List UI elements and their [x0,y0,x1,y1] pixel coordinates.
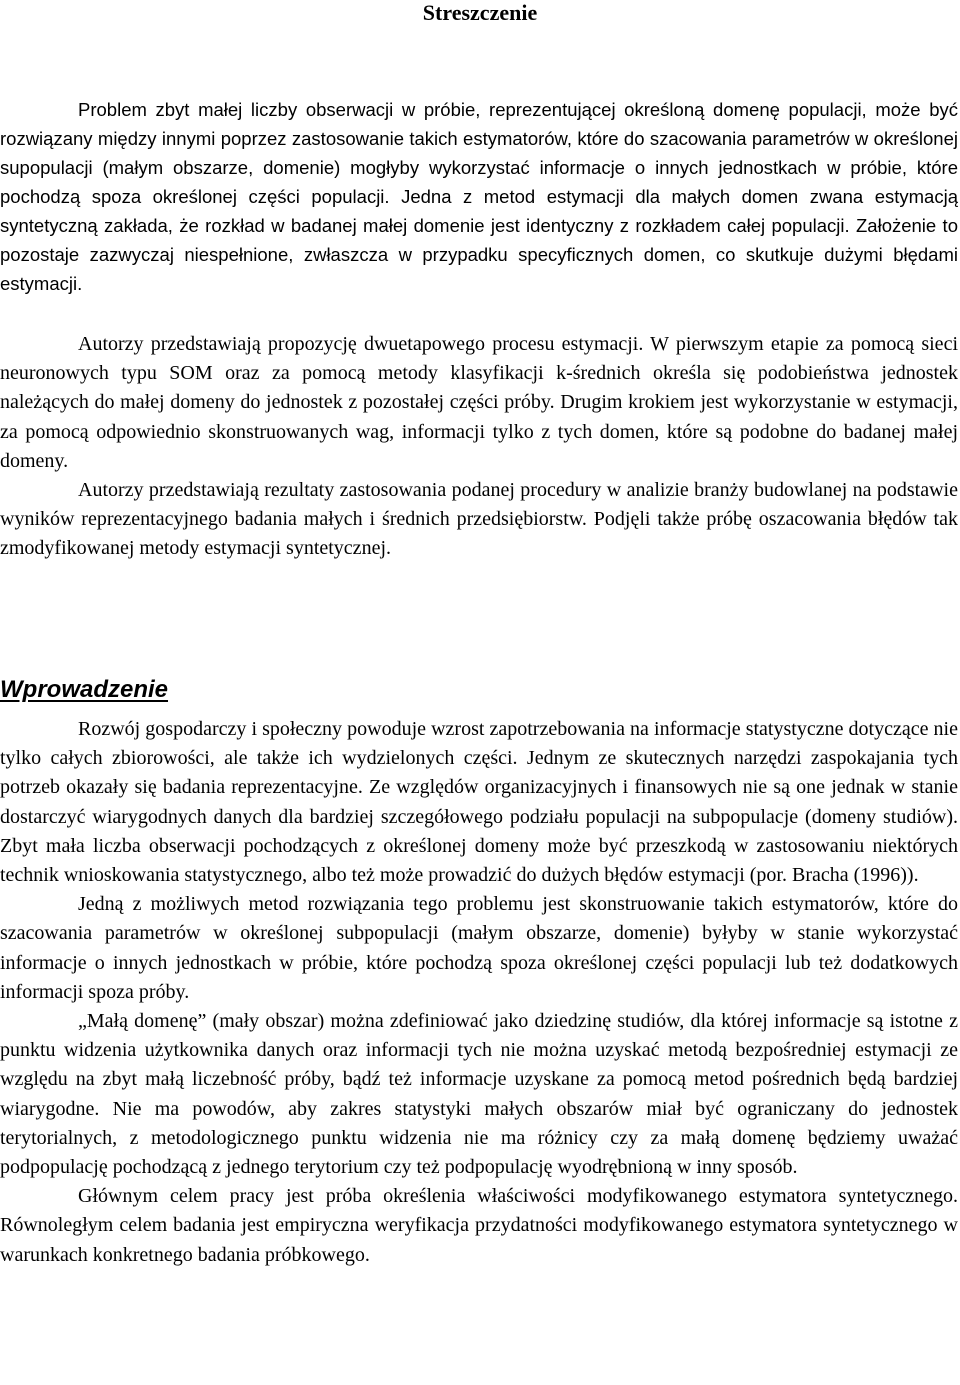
abstract-paragraph: Problem zbyt małej liczby obserwacji w próbie, reprezentującej określoną domenę populacji, może być rozwiązany między innymi poprzez zastosowanie takich estymatorów, które do szacowania parametrów w określonej supopulacji (małym obszarze, domenie) mogłyby wykorzystać informacje o innych jednostkach w próbie, które pochodzą spoza określonej części populacji. Jedna z metod estymacji dla małych domen zwana estymacją syntetyczną zakłada, że rozkład w badanej małej domenie jest identyczny z rozkładem całej populacji. Założenie to pozostaje zazwyczaj niespełnione, zwłaszcza w przypadku specyficznych domen, co skutkuje dużymi błędami estymacji. [0,99,958,294]
body-paragraph: Jedną z możliwych metod rozwiązania tego problemu jest skonstruowanie takich estymatorów, które do szacowania parametrów w określonej subpopulacji (małym obszarze, domenie) byłyby w stanie wykorzystać informacje o innych jednostkach w próbie, które pochodzą spoza określonej części populacji lub też dodatkowych informacji spoza próby. [0,893,958,1003]
body-paragraph: Głównym celem pracy jest próba określenia właściwości modyfikowanego estymatora syntetycznego. Równoległym celem badania jest empiryczna weryfikacja przydatności modyfikowanego estymatora syntetycznego w warunkach konkretnego badania próbkowego. [0,1185,958,1266]
body-paragraph: Rozwój gospodarczy i społeczny powoduje wzrost zapotrzebowania na informacje statystyczne dotyczące nie tylko całych zbiorowości, ale także ich wydzielonych części. Jednym ze skutecznych narzędzi zaspokajania tych potrzeb okazały się badania reprezentacyjne. Ze względów organizacyjnych i finansowych nie są one jednak w stanie dostarczyć wiarygodnych danych dla bardziej szczegółowego podziału populacji na subpopulacje (domeny studiów). Zbyt mała liczba obserwacji pochodzących z określonej domeny może być przeszkodą w zastosowaniu niektórych technik wnioskowania statystycznego, albo też może prowadzić do dużych błędów estymacji (por. Bracha (1996)). [0,718,958,887]
abstract-paragraph: Autorzy przedstawiają rezultaty zastosowania podanej procedury w analizie branży budowlanej na podstawie wyników reprezentacyjnego badania małych i średnich przedsiębiorstw. Podjęli także próbę oszacowania błędów tak zmodyfikowanej metody estymacji syntetycznej. [0,479,958,560]
introduction-body [0,715,958,1270]
abstract-title: Streszczenie [422,0,538,25]
abstract-serif-text [0,330,958,564]
abstract-sans-text [0,95,958,298]
abstract-paragraph: Autorzy przedstawiają propozycję dwuetapowego procesu estymacji. W pierwszym etapie za pomocą sieci neuronowych typu SOM oraz za pomocą metody klasyfikacji k-średnich określa się podobieństwa jednostek należących do małej domeny do jednostek z pozostałej części próby. Drugim krokiem jest wykorzystanie w estymacji, za pomocą odpowiednio skonstruowanych wag, informacji tylko z tych domen, które są podobne do badanej małej domeny. [0,333,958,472]
body-paragraph: „Małą domenę” (mały obszar) można zdefiniować jako dziedzinę studiów, dla której informacje są istotne z punktu widzenia użytkownika danych oraz informacji tych nie można uzyskać metodą bezpośredniej estymacji ze względu na zbyt małą liczebność próby, bądź też informacje uzyskane za pomocą metod pośrednich będą bardziej wiarygodne. Nie ma powodów, aby zakres statystyki małych obszarów miał być ograniczany do jednostek terytorialnych, z metodologicznego punktu widzenia nie ma różnicy czy za małą domenę będziemy uważać podpopulację pochodzącą z jednego terytorium czy też podpopulację wyodrębnioną w inny sposób. [0,1010,958,1179]
section-heading: Wprowadzenie [0,676,169,703]
